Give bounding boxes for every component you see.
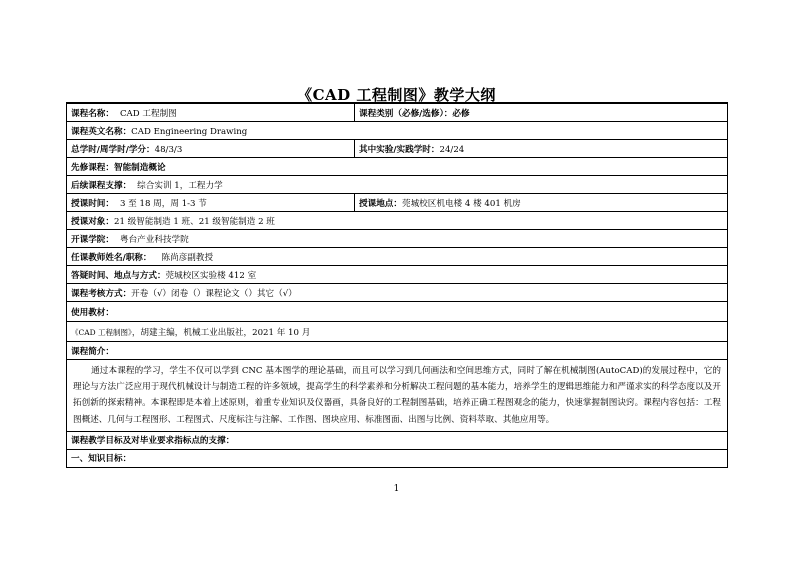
location-value: 莞城校区机电楼 4 楼 401 机房 (401, 198, 521, 209)
qa-value: 莞城校区实验楼 412 室 (165, 270, 257, 281)
course-type-cell (355, 103, 728, 122)
table-row (67, 322, 728, 342)
lab-hours-cell (355, 140, 728, 158)
textbook-title: 《CAD 工程制图》 (71, 327, 132, 337)
table-row (67, 266, 728, 284)
table-row (67, 194, 728, 212)
english-name-value: CAD Engineering Drawing (131, 126, 248, 137)
follow-up-label: 后续课程支撑： (71, 180, 132, 191)
table-row (67, 302, 728, 322)
schedule-cell (67, 194, 355, 212)
college-cell (67, 230, 728, 248)
audience-label: 授课对象： (71, 216, 114, 227)
course-name-value: CAD 工程制图 (119, 108, 177, 119)
schedule-label: 授课时间： (71, 198, 114, 209)
follow-up-cell (67, 176, 728, 194)
page-number: 1 (393, 484, 400, 494)
table-row (67, 103, 728, 122)
course-name-cell (67, 103, 355, 122)
intro-text: 通过本课程的学习，学生不仅可以学到 CNC 基本图学的理论基础，而且可以学习到几何画法和空间思维方式，同时了解在机械制图(AutoCAD)的发展过程中，它的理论与方法广泛应用于现代机械设计与制造工程的许多领域，提高学生的科学素养和分析解决工程问题的基本能力，培养学生的逻辑思维能力和严谨求实的科学态度以及开拓创新的探索精神。本课程即是本着上述原则，着重专业知识及仪器画，具备良好的工程制图基础，培养正确工程图观念的能力，快速掌握制图诀窍。课程内容包括：工程图概述、几何与工程图形、工程图式、尺度标注与注解、工作图、图块应用、标准图面、出图与比例、资料萃取、其他应用等。 (73, 366, 721, 425)
table-row (67, 158, 728, 176)
location-cell (355, 194, 728, 212)
course-type-label: 课程类别（必修/选修）： (359, 108, 453, 119)
assessment-value: 开卷（√）闭卷（）课程论文（）其它（√） (131, 288, 297, 299)
college-label: 开课学院： (71, 234, 114, 245)
textbook-label: 使用教材： (71, 307, 114, 318)
lab-hours-label: 其中实验/实践学时： (359, 144, 440, 155)
teacher-label: 任课教师姓名/职称： (71, 252, 152, 263)
intro-label-cell (67, 342, 728, 360)
textbook-info: ，胡建主编，机械工业出版社，2021 年 10 月 (131, 327, 311, 338)
knowledge-label: 一、知识目标： (71, 454, 132, 465)
english-name-cell (67, 122, 728, 140)
objectives-label: 课程教学目标及对毕业要求指标点的支撑： (71, 436, 235, 447)
syllabus-table (66, 102, 728, 468)
lab-hours-value: 24/24 (439, 144, 465, 155)
intro-label: 课程简介： (71, 346, 114, 357)
knowledge-label-cell (67, 449, 728, 467)
table-row (67, 140, 728, 158)
assessment-label: 课程考核方式： (71, 288, 132, 299)
prerequisite-label: 先修课程： (71, 162, 114, 173)
page-title: 《CAD 工程制图》教学大纲 (297, 86, 496, 104)
table-row (67, 431, 728, 449)
textbook-label-cell (67, 302, 728, 322)
follow-up-value: 综合实训 1，工程力学 (137, 180, 223, 191)
table-row (67, 212, 728, 230)
english-name-label: 课程英文名称： (71, 126, 132, 137)
objectives-label-cell (67, 431, 728, 449)
qa-cell (67, 266, 728, 284)
hours-label: 总学时/周学时/学分： (71, 144, 155, 155)
prerequisite-value: 智能制造概论 (113, 162, 166, 173)
textbook-cell (67, 322, 728, 342)
table-row (67, 122, 728, 140)
location-label: 授课地点： (359, 198, 402, 209)
table-row (67, 176, 728, 194)
table-row (67, 449, 728, 467)
qa-label: 答疑时间、地点与方式： (71, 270, 166, 281)
schedule-value: 3 至 18 周，周 1-3 节 (119, 198, 207, 209)
audience-cell (67, 212, 728, 230)
table-row (67, 342, 728, 360)
intro-text-cell (67, 360, 728, 432)
hours-value: 48/3/3 (154, 144, 183, 155)
teacher-value: 陈尚彦副教授 (161, 252, 214, 263)
assessment-cell (67, 284, 728, 302)
prerequisite-cell (67, 158, 728, 176)
course-name-label: 课程名称： (71, 108, 114, 119)
table-row (67, 248, 728, 266)
table-row (67, 284, 728, 302)
audience-value: 21 级智能制造 1 班、21 级智能制造 2 班 (113, 216, 275, 227)
college-value: 粤台产业科技学院 (119, 234, 189, 245)
course-type-value: 必修 (452, 108, 470, 119)
teacher-cell (67, 248, 728, 266)
hours-cell (67, 140, 355, 158)
table-row (67, 360, 728, 432)
table-row (67, 230, 728, 248)
